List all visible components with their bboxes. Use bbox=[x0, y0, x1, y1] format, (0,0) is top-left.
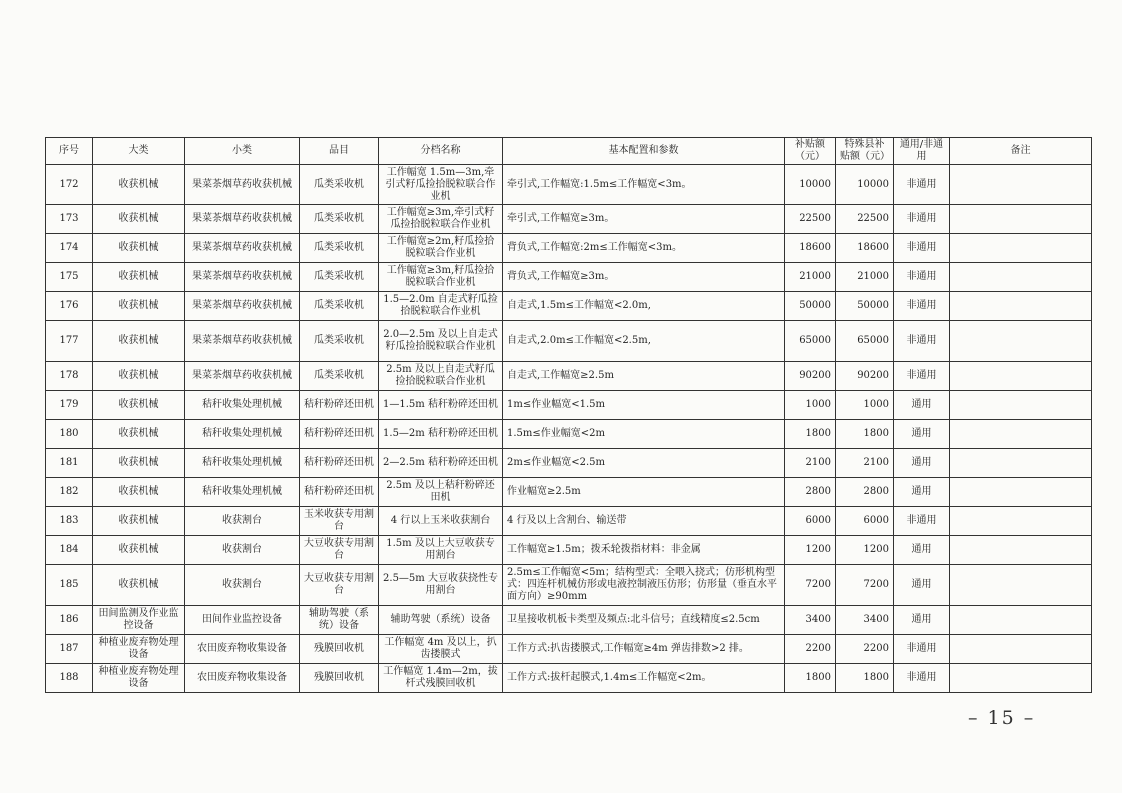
remark-cell bbox=[950, 478, 1092, 507]
tier-cell: 2.0—2.5m 及以上自走式籽瓜捡拾脱粒联合作业机 bbox=[379, 321, 503, 362]
table-row bbox=[46, 234, 1092, 263]
subcategory-cell: 果菜茶烟草药收获机械 bbox=[185, 165, 300, 205]
item-cell: 残膜回收机 bbox=[300, 635, 379, 664]
category-cell: 收获机械 bbox=[93, 292, 185, 321]
row-number-cell: 183 bbox=[46, 507, 93, 536]
general-cell: 通用 bbox=[894, 449, 950, 478]
row-number-cell: 174 bbox=[46, 234, 93, 263]
row-number-cell: 173 bbox=[46, 205, 93, 234]
table-row bbox=[46, 165, 1092, 205]
table-row bbox=[46, 391, 1092, 420]
general-cell: 非通用 bbox=[894, 263, 950, 292]
config-cell: 卫星接收机板卡类型及频点:北斗信号；直线精度≤2.5cm bbox=[503, 606, 785, 635]
table-row bbox=[46, 321, 1092, 362]
remark-cell bbox=[950, 635, 1092, 664]
special-subsidy-cell: 7200 bbox=[836, 565, 894, 606]
table-row bbox=[46, 362, 1092, 391]
subsidy-cell: 10000 bbox=[785, 165, 836, 205]
special-subsidy-cell: 3400 bbox=[836, 606, 894, 635]
category-cell: 收获机械 bbox=[93, 321, 185, 362]
tier-cell: 1.5—2m 秸秆粉碎还田机 bbox=[379, 420, 503, 449]
header-cell: 小类 bbox=[185, 138, 300, 165]
subsidy-cell: 21000 bbox=[785, 263, 836, 292]
category-cell: 收获机械 bbox=[93, 420, 185, 449]
subcategory-cell: 田间作业监控设备 bbox=[185, 606, 300, 635]
general-cell: 通用 bbox=[894, 536, 950, 565]
general-cell: 非通用 bbox=[894, 205, 950, 234]
special-subsidy-cell: 1000 bbox=[836, 391, 894, 420]
config-cell: 自走式,1.5m≤工作幅宽<2.0m, bbox=[503, 292, 785, 321]
item-cell: 秸秆粉碎还田机 bbox=[300, 449, 379, 478]
subcategory-cell: 农田废弃物收集设备 bbox=[185, 664, 300, 693]
item-cell: 大豆收获专用割台 bbox=[300, 536, 379, 565]
category-cell: 收获机械 bbox=[93, 263, 185, 292]
row-number-cell: 172 bbox=[46, 165, 93, 205]
category-cell: 收获机械 bbox=[93, 205, 185, 234]
subcategory-cell: 果菜茶烟草药收获机械 bbox=[185, 321, 300, 362]
subcategory-cell: 秸秆收集处理机械 bbox=[185, 478, 300, 507]
subsidy-cell: 18600 bbox=[785, 234, 836, 263]
item-cell: 瓜类采收机 bbox=[300, 263, 379, 292]
general-cell: 通用 bbox=[894, 391, 950, 420]
subsidy-cell: 2800 bbox=[785, 478, 836, 507]
remark-cell bbox=[950, 536, 1092, 565]
special-subsidy-cell: 65000 bbox=[836, 321, 894, 362]
subcategory-cell: 果菜茶烟草药收获机械 bbox=[185, 362, 300, 391]
general-cell: 通用 bbox=[894, 606, 950, 635]
row-number-cell: 182 bbox=[46, 478, 93, 507]
subsidy-cell: 3400 bbox=[785, 606, 836, 635]
config-cell: 牵引式,工作幅宽:1.5m≤工作幅宽<3m。 bbox=[503, 165, 785, 205]
item-cell: 辅助驾驶（系统）设备 bbox=[300, 606, 379, 635]
row-number-cell: 177 bbox=[46, 321, 93, 362]
remark-cell bbox=[950, 391, 1092, 420]
config-cell: 2m≤作业幅宽<2.5m bbox=[503, 449, 785, 478]
tier-cell: 工作幅宽 1.5m—3m,牵引式籽瓜捡拾脱粒联合作业机 bbox=[379, 165, 503, 205]
special-subsidy-cell: 1800 bbox=[836, 664, 894, 693]
tier-cell: 4 行以上玉米收获割台 bbox=[379, 507, 503, 536]
remark-cell bbox=[950, 263, 1092, 292]
special-subsidy-cell: 1200 bbox=[836, 536, 894, 565]
config-cell: 背负式,工作幅宽≥3m。 bbox=[503, 263, 785, 292]
row-number-cell: 175 bbox=[46, 263, 93, 292]
remark-cell bbox=[950, 362, 1092, 391]
table-row bbox=[46, 292, 1092, 321]
category-cell: 种植业废弃物处理设备 bbox=[93, 635, 185, 664]
general-cell: 通用 bbox=[894, 565, 950, 606]
table-row bbox=[46, 205, 1092, 234]
subcategory-cell: 农田废弃物收集设备 bbox=[185, 635, 300, 664]
item-cell: 秸秆粉碎还田机 bbox=[300, 478, 379, 507]
special-subsidy-cell: 21000 bbox=[836, 263, 894, 292]
remark-cell bbox=[950, 292, 1092, 321]
tier-cell: 工作幅宽 1.4m—2m，拔杆式残膜回收机 bbox=[379, 664, 503, 693]
subsidy-cell: 50000 bbox=[785, 292, 836, 321]
config-cell: 工作幅宽≥1.5m；拨禾轮拨指材料：非金属 bbox=[503, 536, 785, 565]
special-subsidy-cell: 1800 bbox=[836, 420, 894, 449]
remark-cell bbox=[950, 321, 1092, 362]
remark-cell bbox=[950, 606, 1092, 635]
special-subsidy-cell: 50000 bbox=[836, 292, 894, 321]
special-subsidy-cell: 6000 bbox=[836, 507, 894, 536]
item-cell: 秸秆粉碎还田机 bbox=[300, 391, 379, 420]
subsidy-cell: 90200 bbox=[785, 362, 836, 391]
category-cell: 种植业废弃物处理设备 bbox=[93, 664, 185, 693]
table-header-row bbox=[46, 138, 1092, 165]
tier-cell: 1.5m 及以上大豆收获专用割台 bbox=[379, 536, 503, 565]
page-number: – 15 – bbox=[968, 707, 1036, 729]
subsidy-cell: 6000 bbox=[785, 507, 836, 536]
item-cell: 瓜类采收机 bbox=[300, 205, 379, 234]
config-cell: 自走式,2.0m≤工作幅宽<2.5m, bbox=[503, 321, 785, 362]
config-cell: 作业幅宽≥2.5m bbox=[503, 478, 785, 507]
header-cell: 备注 bbox=[950, 138, 1092, 165]
tier-cell: 2.5m 及以上自走式籽瓜捡拾脱粒联合作业机 bbox=[379, 362, 503, 391]
config-cell: 工作方式:拔杆起膜式,1.4m≤工作幅宽<2m。 bbox=[503, 664, 785, 693]
table-row bbox=[46, 449, 1092, 478]
remark-cell bbox=[950, 205, 1092, 234]
row-number-cell: 186 bbox=[46, 606, 93, 635]
category-cell: 收获机械 bbox=[93, 478, 185, 507]
table-row bbox=[46, 635, 1092, 664]
row-number-cell: 176 bbox=[46, 292, 93, 321]
subsidy-cell: 1200 bbox=[785, 536, 836, 565]
special-subsidy-cell: 2100 bbox=[836, 449, 894, 478]
table-row bbox=[46, 606, 1092, 635]
subcategory-cell: 果菜茶烟草药收获机械 bbox=[185, 205, 300, 234]
row-number-cell: 179 bbox=[46, 391, 93, 420]
tier-cell: 工作幅宽≥3m,籽瓜捡拾脱粒联合作业机 bbox=[379, 263, 503, 292]
category-cell: 收获机械 bbox=[93, 565, 185, 606]
table-body bbox=[46, 165, 1092, 693]
category-cell: 收获机械 bbox=[93, 536, 185, 565]
subcategory-cell: 果菜茶烟草药收获机械 bbox=[185, 292, 300, 321]
special-subsidy-cell: 2800 bbox=[836, 478, 894, 507]
config-cell: 背负式,工作幅宽:2m≤工作幅宽<3m。 bbox=[503, 234, 785, 263]
tier-cell: 工作幅宽≥2m,籽瓜捡拾脱粒联合作业机 bbox=[379, 234, 503, 263]
row-number-cell: 181 bbox=[46, 449, 93, 478]
row-number-cell: 185 bbox=[46, 565, 93, 606]
category-cell: 收获机械 bbox=[93, 449, 185, 478]
subsidy-cell: 1800 bbox=[785, 420, 836, 449]
general-cell: 非通用 bbox=[894, 165, 950, 205]
general-cell: 通用 bbox=[894, 420, 950, 449]
table-row bbox=[46, 420, 1092, 449]
subsidy-cell: 65000 bbox=[785, 321, 836, 362]
special-subsidy-cell: 10000 bbox=[836, 165, 894, 205]
remark-cell bbox=[950, 234, 1092, 263]
general-cell: 非通用 bbox=[894, 362, 950, 391]
item-cell: 残膜回收机 bbox=[300, 664, 379, 693]
subsidy-cell: 2100 bbox=[785, 449, 836, 478]
general-cell: 非通用 bbox=[894, 507, 950, 536]
remark-cell bbox=[950, 565, 1092, 606]
remark-cell bbox=[950, 420, 1092, 449]
subcategory-cell: 果菜茶烟草药收获机械 bbox=[185, 263, 300, 292]
subsidy-cell: 1800 bbox=[785, 664, 836, 693]
category-cell: 收获机械 bbox=[93, 507, 185, 536]
row-number-cell: 188 bbox=[46, 664, 93, 693]
subcategory-cell: 秸秆收集处理机械 bbox=[185, 420, 300, 449]
remark-cell bbox=[950, 449, 1092, 478]
header-cell: 基本配置和参数 bbox=[503, 138, 785, 165]
item-cell: 瓜类采收机 bbox=[300, 362, 379, 391]
item-cell: 大豆收获专用割台 bbox=[300, 565, 379, 606]
remark-cell bbox=[950, 664, 1092, 693]
category-cell: 田间监测及作业监控设备 bbox=[93, 606, 185, 635]
tier-cell: 1—1.5m 秸秆粉碎还田机 bbox=[379, 391, 503, 420]
config-cell: 牵引式,工作幅宽≥3m。 bbox=[503, 205, 785, 234]
general-cell: 非通用 bbox=[894, 635, 950, 664]
tier-cell: 2.5—5m 大豆收获挠性专用割台 bbox=[379, 565, 503, 606]
category-cell: 收获机械 bbox=[93, 165, 185, 205]
item-cell: 瓜类采收机 bbox=[300, 165, 379, 205]
header-cell: 序号 bbox=[46, 138, 93, 165]
subcategory-cell: 秸秆收集处理机械 bbox=[185, 449, 300, 478]
tier-cell: 2.5m 及以上秸秆粉碎还田机 bbox=[379, 478, 503, 507]
general-cell: 非通用 bbox=[894, 321, 950, 362]
table-row bbox=[46, 664, 1092, 693]
subsidy-table bbox=[45, 137, 1092, 693]
general-cell: 非通用 bbox=[894, 664, 950, 693]
config-cell: 2.5m≤工作幅宽<5m；结构型式：全喂入挠式；仿形机构型式：四连杆机械仿形或电液控制液压仿形；仿形量（垂直水平面方向）≥90mm bbox=[503, 565, 785, 606]
remark-cell bbox=[950, 507, 1092, 536]
item-cell: 瓜类采收机 bbox=[300, 321, 379, 362]
category-cell: 收获机械 bbox=[93, 234, 185, 263]
config-cell: 4 行及以上含割台、输送带 bbox=[503, 507, 785, 536]
special-subsidy-cell: 18600 bbox=[836, 234, 894, 263]
table-row bbox=[46, 478, 1092, 507]
config-cell: 自走式,工作幅宽≥2.5m bbox=[503, 362, 785, 391]
remark-cell bbox=[950, 165, 1092, 205]
table-row bbox=[46, 263, 1092, 292]
subsidy-cell: 2200 bbox=[785, 635, 836, 664]
item-cell: 秸秆粉碎还田机 bbox=[300, 420, 379, 449]
subcategory-cell: 秸秆收集处理机械 bbox=[185, 391, 300, 420]
header-cell: 通用/非通用 bbox=[894, 138, 950, 165]
general-cell: 非通用 bbox=[894, 292, 950, 321]
table-row bbox=[46, 507, 1092, 536]
category-cell: 收获机械 bbox=[93, 391, 185, 420]
row-number-cell: 180 bbox=[46, 420, 93, 449]
row-number-cell: 184 bbox=[46, 536, 93, 565]
header-cell: 大类 bbox=[93, 138, 185, 165]
special-subsidy-cell: 90200 bbox=[836, 362, 894, 391]
subcategory-cell: 收获割台 bbox=[185, 565, 300, 606]
special-subsidy-cell: 22500 bbox=[836, 205, 894, 234]
header-cell: 分档名称 bbox=[379, 138, 503, 165]
header-cell: 品目 bbox=[300, 138, 379, 165]
special-subsidy-cell: 2200 bbox=[836, 635, 894, 664]
category-cell: 收获机械 bbox=[93, 362, 185, 391]
config-cell: 1.5m≤作业幅宽<2m bbox=[503, 420, 785, 449]
tier-cell: 2—2.5m 秸秆粉碎还田机 bbox=[379, 449, 503, 478]
subcategory-cell: 收获割台 bbox=[185, 536, 300, 565]
row-number-cell: 178 bbox=[46, 362, 93, 391]
subsidy-cell: 7200 bbox=[785, 565, 836, 606]
item-cell: 瓜类采收机 bbox=[300, 234, 379, 263]
header-cell: 补贴额（元） bbox=[785, 138, 836, 165]
tier-cell: 1.5—2.0m 自走式籽瓜捡拾脱粒联合作业机 bbox=[379, 292, 503, 321]
header-cell: 特殊县补贴额（元） bbox=[836, 138, 894, 165]
subcategory-cell: 收获割台 bbox=[185, 507, 300, 536]
item-cell: 玉米收获专用割台 bbox=[300, 507, 379, 536]
subsidy-cell: 1000 bbox=[785, 391, 836, 420]
tier-cell: 工作幅宽 4m 及以上，扒齿搂膜式 bbox=[379, 635, 503, 664]
item-cell: 瓜类采收机 bbox=[300, 292, 379, 321]
tier-cell: 工作幅宽≥3m,牵引式籽瓜捡拾脱粒联合作业机 bbox=[379, 205, 503, 234]
table-row bbox=[46, 565, 1092, 606]
row-number-cell: 187 bbox=[46, 635, 93, 664]
general-cell: 非通用 bbox=[894, 234, 950, 263]
table-row bbox=[46, 536, 1092, 565]
subsidy-cell: 22500 bbox=[785, 205, 836, 234]
subcategory-cell: 果菜茶烟草药收获机械 bbox=[185, 234, 300, 263]
general-cell: 通用 bbox=[894, 478, 950, 507]
config-cell: 1m≤作业幅宽<1.5m bbox=[503, 391, 785, 420]
tier-cell: 辅助驾驶（系统）设备 bbox=[379, 606, 503, 635]
config-cell: 工作方式:扒齿搂膜式,工作幅宽≥4m 弹齿排数>2 排。 bbox=[503, 635, 785, 664]
